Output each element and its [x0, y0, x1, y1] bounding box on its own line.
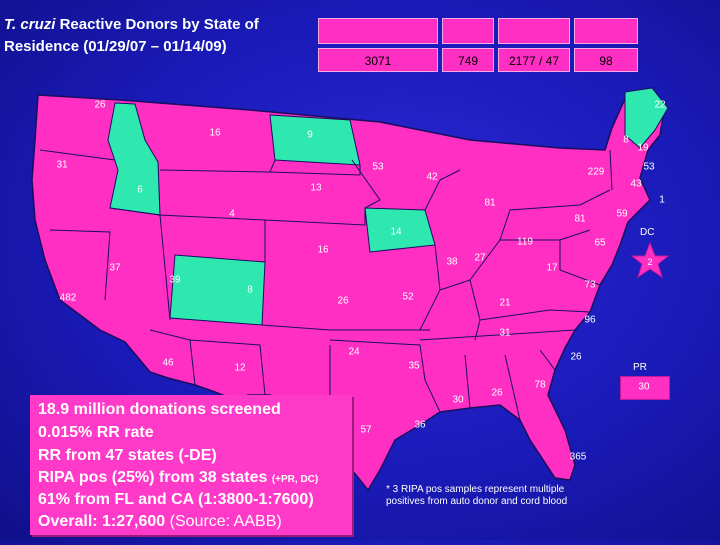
state-value-nh: 19 [637, 142, 649, 154]
state-value-mn: 53 [372, 161, 384, 173]
stat-header-2 [442, 18, 494, 44]
state-value-id: 6 [137, 184, 143, 196]
state-value-tx: 57 [360, 424, 372, 436]
info-line-3: RR from 47 states (-DE) [38, 447, 217, 464]
state-value-ms: 30 [452, 394, 464, 406]
state-value-wv: 17 [546, 262, 558, 274]
state-value-mo: 52 [402, 291, 414, 303]
info-line-2: 0.015% RR rate [38, 424, 154, 441]
stat-value-other: 98 [574, 48, 638, 72]
state-value-fl: 365 [569, 451, 587, 463]
state-value-al: 26 [491, 387, 503, 399]
info-line-4 [38, 469, 318, 487]
maine-shape [625, 88, 668, 148]
page-title [4, 14, 304, 58]
stat-value-ripa: 749 [442, 48, 494, 72]
state-value-va: 73 [584, 279, 596, 291]
title-italic: T. cruzi [4, 16, 56, 33]
stat-header-1 [318, 18, 438, 44]
pr-value: 30 [638, 381, 650, 393]
stat-header-4 [574, 18, 638, 44]
state-value-ma: 53 [643, 161, 655, 173]
state-value-nc: 96 [584, 314, 596, 326]
state-value-tn: 31 [499, 327, 511, 339]
state-value-il: 38 [446, 256, 458, 268]
state-value-mi: 81 [484, 197, 496, 209]
state-value-md: 65 [594, 237, 606, 249]
stat-value-ratio: 2177 / 47 [498, 48, 570, 72]
state-value-mt: 16 [209, 127, 221, 139]
stat-header-3 [498, 18, 570, 44]
state-value-in: 27 [474, 252, 486, 264]
state-value-ks: 26 [337, 295, 349, 307]
state-value-wy: 4 [229, 208, 235, 220]
state-value-pa: 81 [574, 213, 586, 225]
state-value-wa: 26 [94, 99, 106, 111]
info-line-4-main: RIPA pos (25%) from 38 states [38, 469, 272, 486]
state-value-sd: 13 [310, 182, 322, 194]
state-value-ct: 43 [630, 178, 642, 190]
summary-box [30, 395, 352, 535]
state-value-ny: 229 [587, 166, 605, 178]
state-value-sc: 26 [570, 351, 582, 363]
state-value-nv: 37 [109, 262, 121, 274]
state-value-me: 22 [654, 99, 666, 111]
state-value-nj: 59 [616, 208, 628, 220]
state-value-la: 36 [414, 419, 426, 431]
title-rest: Reactive Donors by State of Residence (01/29/07 – 01/14/09) [4, 16, 259, 55]
state-value-vt: 8 [623, 134, 629, 146]
state-value-or: 31 [56, 159, 68, 171]
state-value-ut: 39 [169, 274, 181, 286]
state-value-az: 46 [162, 357, 174, 369]
info-line-6-main: Overall: 1:27,600 [38, 513, 170, 530]
dc-label: DC [640, 227, 655, 238]
stat-value-rr: 3071 [318, 48, 438, 72]
state-value-wi: 42 [426, 171, 438, 183]
state-value-ne: 16 [317, 244, 329, 256]
north-dakota-shape [270, 115, 360, 165]
state-value-oh: 119 [517, 236, 533, 248]
pr-label: PR [633, 362, 647, 373]
state-value-nm: 12 [234, 362, 246, 374]
state-value-ga: 78 [534, 379, 546, 391]
info-line-5: 61% from FL and CA (1:3800-1:7600) [38, 491, 314, 508]
info-line-6 [38, 513, 282, 531]
state-value-ar: 35 [408, 360, 420, 372]
state-value-ky: 21 [499, 297, 511, 309]
info-line-4-small: (+PR, DC) [271, 474, 319, 485]
info-line-6-source: (Source: AABB) [169, 513, 282, 530]
state-value-ri: 1 [659, 194, 665, 206]
state-value-nd: 9 [307, 129, 313, 141]
state-value-ia: 14 [390, 226, 402, 238]
state-value-ca: 482 [59, 292, 77, 304]
state-value-ok: 24 [348, 346, 360, 358]
state-value-co: 8 [247, 284, 253, 296]
dc-value: 2 [647, 257, 653, 267]
footnote: * 3 RIPA pos samples represent multiple positives from auto donor and cord blood [386, 484, 568, 507]
info-line-1: 18.9 million donations screened [38, 401, 281, 418]
